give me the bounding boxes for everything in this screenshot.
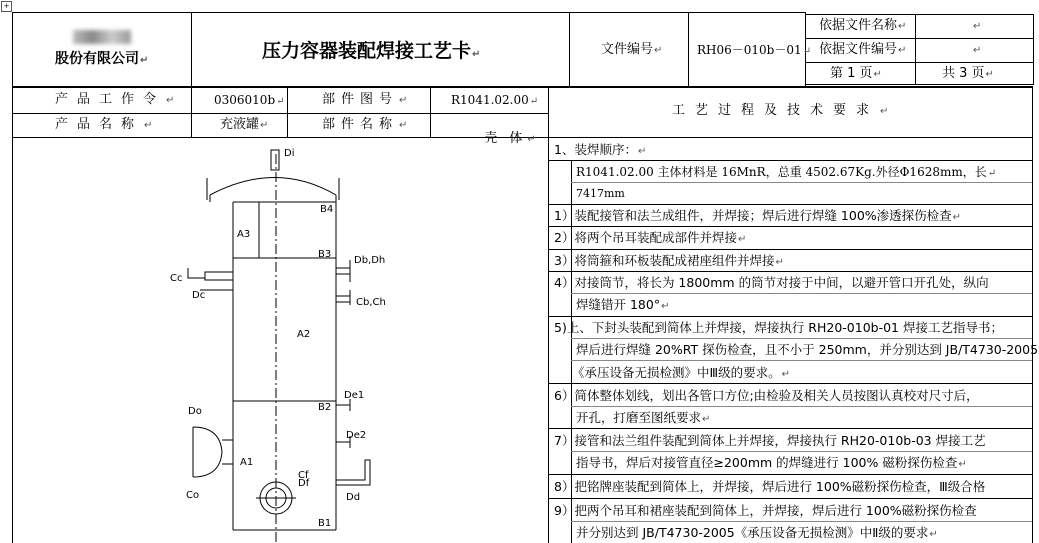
part-drawing-value: R1041.02.00↵ <box>451 93 539 107</box>
step-6-line1: 6）简体整体划线，划出各管口方位;由检验及相关人员按图认真校对尺寸后， <box>554 388 979 403</box>
basis-no-label: 依据文件编号↵ <box>819 42 907 57</box>
step-4-line2: 焊缝错开 180°↵ <box>576 297 670 312</box>
step-2: 2）将两个吊耳装配成部件并焊接↵ <box>554 230 747 245</box>
company-name: 股份有限公司↵ <box>55 51 149 67</box>
part-name-value: 壳 体↵ <box>484 131 540 146</box>
step-8: 8）把铭牌座装配到简体上，并焊接，焊后进行 100%磁粉探伤检查，Ⅲ级合格 <box>554 479 986 494</box>
card-title: 压力容器装配焊接工艺卡↵ <box>262 40 481 62</box>
file-no-value: RH06－010b－01↵ <box>697 43 812 57</box>
step-9-line2: 并分别达到 JB/T4730-2005《承压设备无损检测》中Ⅱ级的要求↵ <box>576 525 938 540</box>
label-a1: A1 <box>240 457 254 468</box>
step-5-line2: 焊后进行焊缝 20%RT 探伤检查，且不小于 250mm，并分别达到 JB/T4730-2005 <box>576 342 1039 357</box>
label-cf: Cf <box>298 470 309 481</box>
corner-mark-icon: + <box>1 1 12 12</box>
work-order-label: 产品工作令↵ <box>55 92 184 107</box>
basis-no-value[interactable]: ↵ <box>973 45 982 56</box>
page-number: 第 1 页↵ <box>830 66 882 81</box>
product-name-label: 产品名称↵ <box>55 117 162 132</box>
step-3: 3）将筒箍和环板装配成裙座组件并焊接↵ <box>554 253 784 268</box>
part-drawing-label: 部件图号↵ <box>322 92 414 107</box>
label-b2: B2 <box>318 402 332 413</box>
process-header: 工艺过程及技术要求↵ <box>672 103 899 118</box>
label-co: Co <box>186 490 200 501</box>
label-db-dh: Db,Dh <box>354 255 386 266</box>
company-logo-area <box>12 26 191 45</box>
step-6-line2: 开孔，打磨至图纸要求↵ <box>576 410 711 425</box>
label-b1: B1 <box>318 518 332 529</box>
vessel-drawing <box>160 140 545 543</box>
label-df: Df <box>298 478 310 489</box>
step-1: 1）装配接管和法兰成组件，并焊接；焊后进行焊缝 100%渗透探伤检查↵ <box>554 208 962 223</box>
label-do: Do <box>188 406 202 417</box>
step-material-line2: 7417mm <box>576 187 625 200</box>
step-5-line3: 《承压设备无损检测》中Ⅲ级的要求。↵ <box>572 365 791 380</box>
label-cb-ch: Cb,Ch <box>356 297 386 308</box>
work-order-value: 0306010b↵ <box>214 93 285 107</box>
product-name-value: 充液罐↵ <box>220 117 269 132</box>
label-a2: A2 <box>297 329 311 340</box>
step-5-line1: 5)上、下封头装配到简体上并焊接，焊接执行 RH20-010b-01 焊接工艺指导书； <box>554 320 1003 335</box>
label-dd: Dd <box>346 492 361 503</box>
step-7-line1: 7）接管和法兰组件装配到简体上并焊接，焊接执行 RH20-010b-03 焊接工艺 <box>554 433 986 448</box>
step-9-line1: 9）把两个吊耳和裙座装配到简体上，并焊接，焊后进行 100%磁粉探伤检查 <box>554 503 977 518</box>
company-name-redacted <box>73 30 131 44</box>
step-material-line1: R1041.02.00 主体材料是 16MnR，总重 4502.67Kg.外径Φ1628mm，长↵ <box>576 165 997 179</box>
basis-name-value[interactable]: ↵ <box>973 21 982 32</box>
step-4-line1: 4）对接筒节，将长为 1800mm 的筒节对接于中间，以避开管口开孔处，纵向 <box>554 275 989 290</box>
label-b3: B3 <box>318 249 332 260</box>
label-b4: B4 <box>320 204 334 215</box>
file-no-label: 文件编号↵ <box>601 42 663 57</box>
label-de1: De1 <box>344 390 365 401</box>
label-a3: A3 <box>237 229 251 240</box>
label-dc: Dc <box>192 290 206 301</box>
label-cc: Cc <box>170 273 183 284</box>
label-de2: De2 <box>346 430 367 441</box>
step-7-line2: 指导书，焊后对接管直径≥200mm 的焊缝进行 100% 磁粉探伤检查↵ <box>576 455 967 470</box>
step-heading: 1、装焊顺序：↵ <box>554 142 647 157</box>
label-di: Di <box>284 148 295 159</box>
part-name-label: 部件名称↵ <box>322 117 414 132</box>
page-total: 共 3 页↵ <box>942 66 994 81</box>
basis-name-label: 依据文件名称↵ <box>819 18 907 33</box>
